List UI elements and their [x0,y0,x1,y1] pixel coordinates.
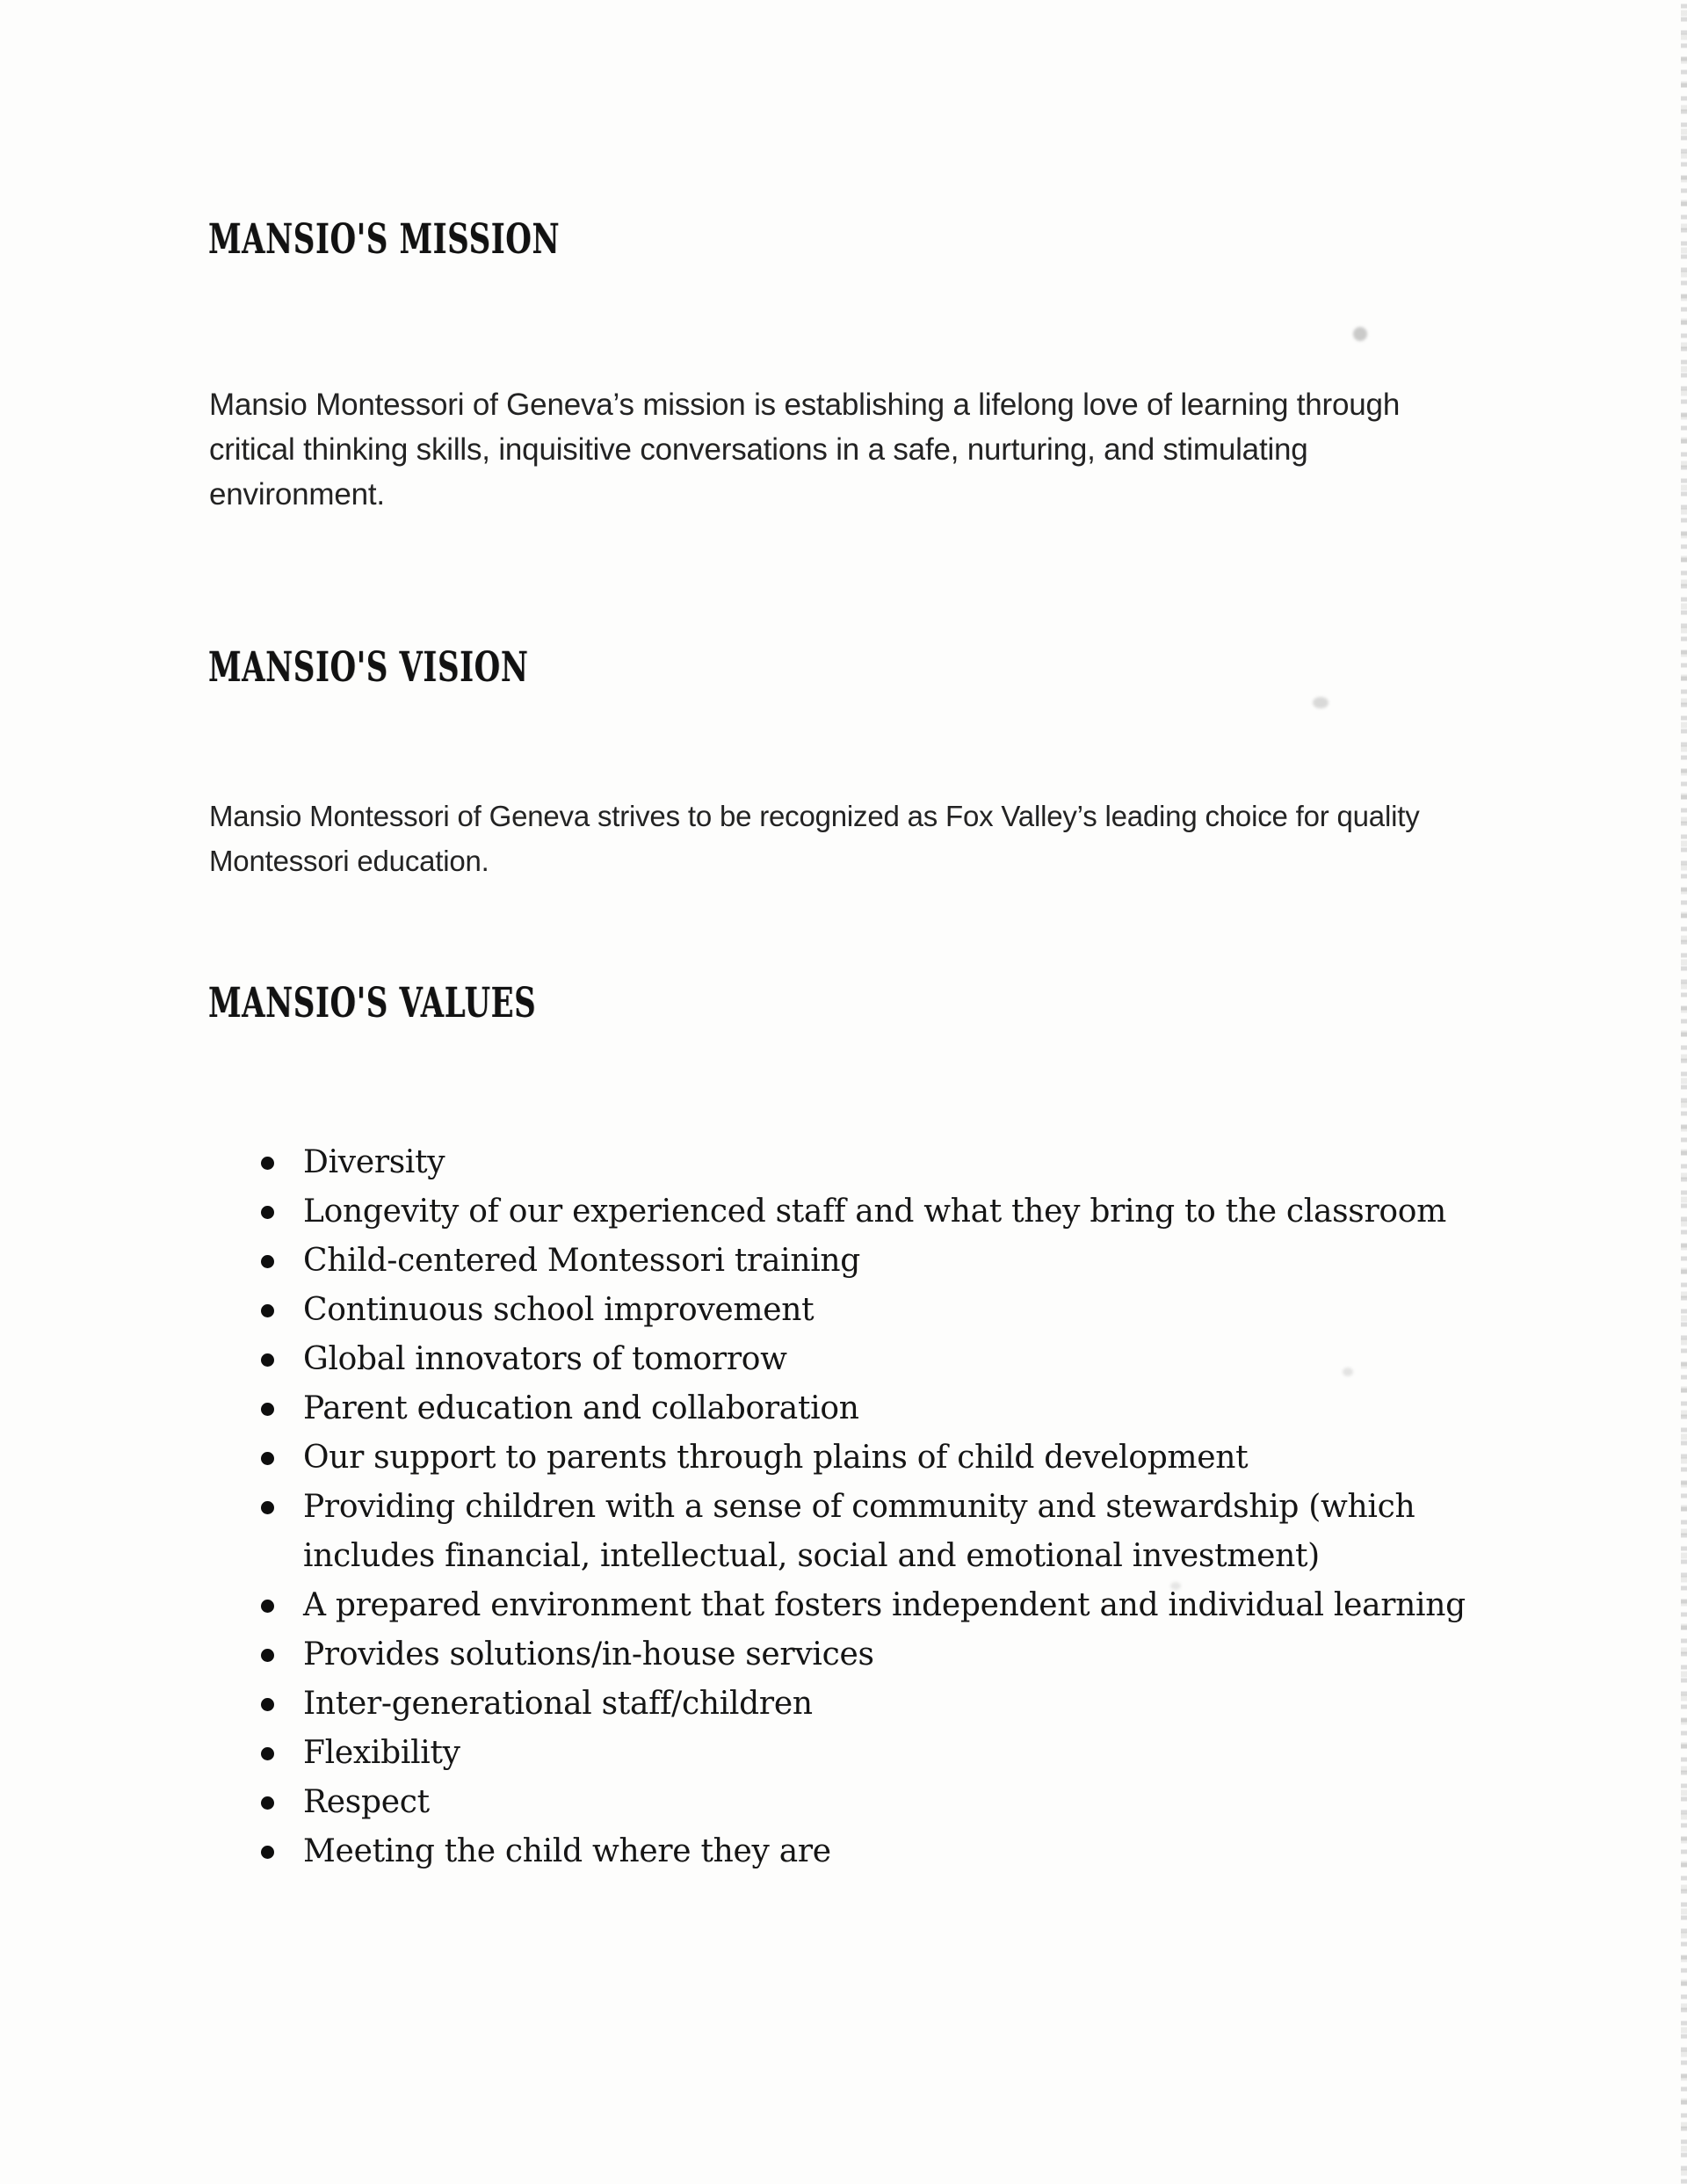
scan-edge-artifact [1681,0,1687,2184]
list-item-text: Parent education and collaboration [303,1390,859,1426]
list-item-text-wrap: includes financial, intellectual, social and emotional investment) [303,1538,1320,1574]
list-item-text: Longevity of our experienced staff and what they bring to the classroom [303,1194,1446,1230]
list-item-text: Global innovators of tomorrow [303,1341,787,1377]
bullet-icon [261,1304,274,1317]
list-item [208,1138,1466,1187]
list-item-text: Inter-generational staff/children [303,1686,813,1722]
scan-speck [1353,327,1367,341]
bullet-icon [261,1747,274,1760]
list-item-text: A prepared environment that fosters independent and individual learning [303,1587,1466,1623]
mission-paragraph [209,382,1400,517]
list-item [208,1335,1466,1384]
paragraph-line: Mansio Montessori of Geneva strives to be recognized as Fox Valley’s leading choice for quality [209,800,1420,832]
list-item [208,1433,1466,1483]
list-item [208,1630,1466,1680]
list-item-text: Child-centered Montessori training [303,1243,861,1279]
bullet-icon [261,1649,274,1662]
list-item-text: Providing children with a sense of community and stewardship (which [303,1489,1415,1525]
list-item [208,1581,1466,1630]
scan-speck [1170,1582,1181,1590]
bullet-icon [261,1157,274,1170]
bullet-icon [261,1796,274,1810]
paragraph-line: environment. [209,477,385,512]
bullet-icon [261,1452,274,1465]
bullet-icon [261,1353,274,1367]
list-item-text: Continuous school improvement [303,1292,815,1328]
mission-heading: MANSIO'S MISSION [208,215,561,264]
list-item [208,1483,1466,1581]
bullet-icon [261,1206,274,1219]
list-item-text: Provides solutions/in-house services [303,1636,874,1672]
vision-paragraph [209,794,1420,883]
values-list [208,1138,1466,1876]
list-item-text: Meeting the child where they are [303,1833,831,1869]
bullet-icon [261,1501,274,1514]
paragraph-line: Montessori education. [209,845,489,877]
list-item-text: Our support to parents through plains of child development [303,1440,1249,1476]
values-heading: MANSIO'S VALUES [208,979,537,1027]
scan-speck [1343,1368,1353,1376]
bullet-icon [261,1698,274,1711]
bullet-icon [261,1846,274,1859]
list-item [208,1827,1466,1876]
list-item-text: Flexibility [303,1735,460,1771]
list-item [208,1384,1466,1433]
bullet-icon [261,1600,274,1613]
vision-heading: MANSIO'S VISION [208,643,529,692]
list-item [208,1680,1466,1729]
list-item [208,1286,1466,1335]
paragraph-line: critical thinking skills, inquisitive conversations in a safe, nurturing, and stimulating [209,432,1308,467]
scan-speck [1313,697,1329,708]
list-item [208,1187,1466,1237]
bullet-icon [261,1255,274,1268]
list-item-text: Respect [303,1784,430,1820]
list-item [208,1237,1466,1286]
list-item [208,1729,1466,1778]
bullet-icon [261,1403,274,1416]
paragraph-line: Mansio Montessori of Geneva’s mission is establishing a lifelong love of learning through [209,388,1401,422]
list-item [208,1778,1466,1827]
list-item-text: Diversity [303,1144,445,1180]
